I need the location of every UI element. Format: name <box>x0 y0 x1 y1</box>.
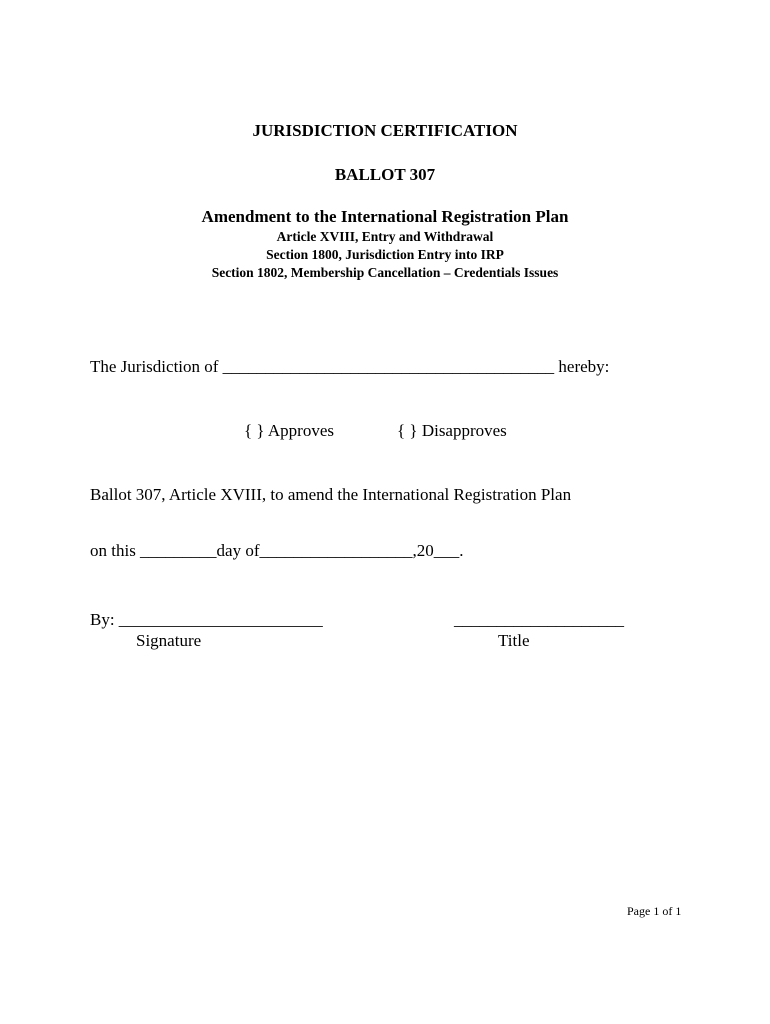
date-field-line[interactable]: on this _________day of__________________,20___. <box>90 541 464 560</box>
section-1802-subheading: Section 1802, Membership Cancellation – Credentials Issues <box>211 265 559 280</box>
section-1800-subheading: Section 1800, Jurisdiction Entry into IRP <box>266 247 504 262</box>
ballot-heading: BALLOT 307 <box>334 165 436 184</box>
ballot-statement: Ballot 307, Article XVIII, to amend the International Registration Plan <box>90 485 572 504</box>
jurisdiction-field-line[interactable]: The Jurisdiction of _______________________________________ hereby: <box>90 357 610 376</box>
title-caption: Title <box>498 631 530 650</box>
signature-caption: Signature <box>136 631 202 650</box>
title-field-line[interactable]: ____________________ <box>454 610 624 629</box>
disapproves-checkbox[interactable]: { } Disapproves <box>397 421 507 440</box>
page-number: Page 1 of 1 <box>627 904 682 918</box>
amendment-heading: Amendment to the International Registration Plan <box>201 207 569 226</box>
document-title: JURISDICTION CERTIFICATION <box>252 121 518 140</box>
approves-checkbox[interactable]: { } Approves <box>244 421 334 440</box>
article-subheading: Article XVIII, Entry and Withdrawal <box>276 229 494 244</box>
signature-field-line[interactable]: By: ________________________ <box>90 610 323 629</box>
